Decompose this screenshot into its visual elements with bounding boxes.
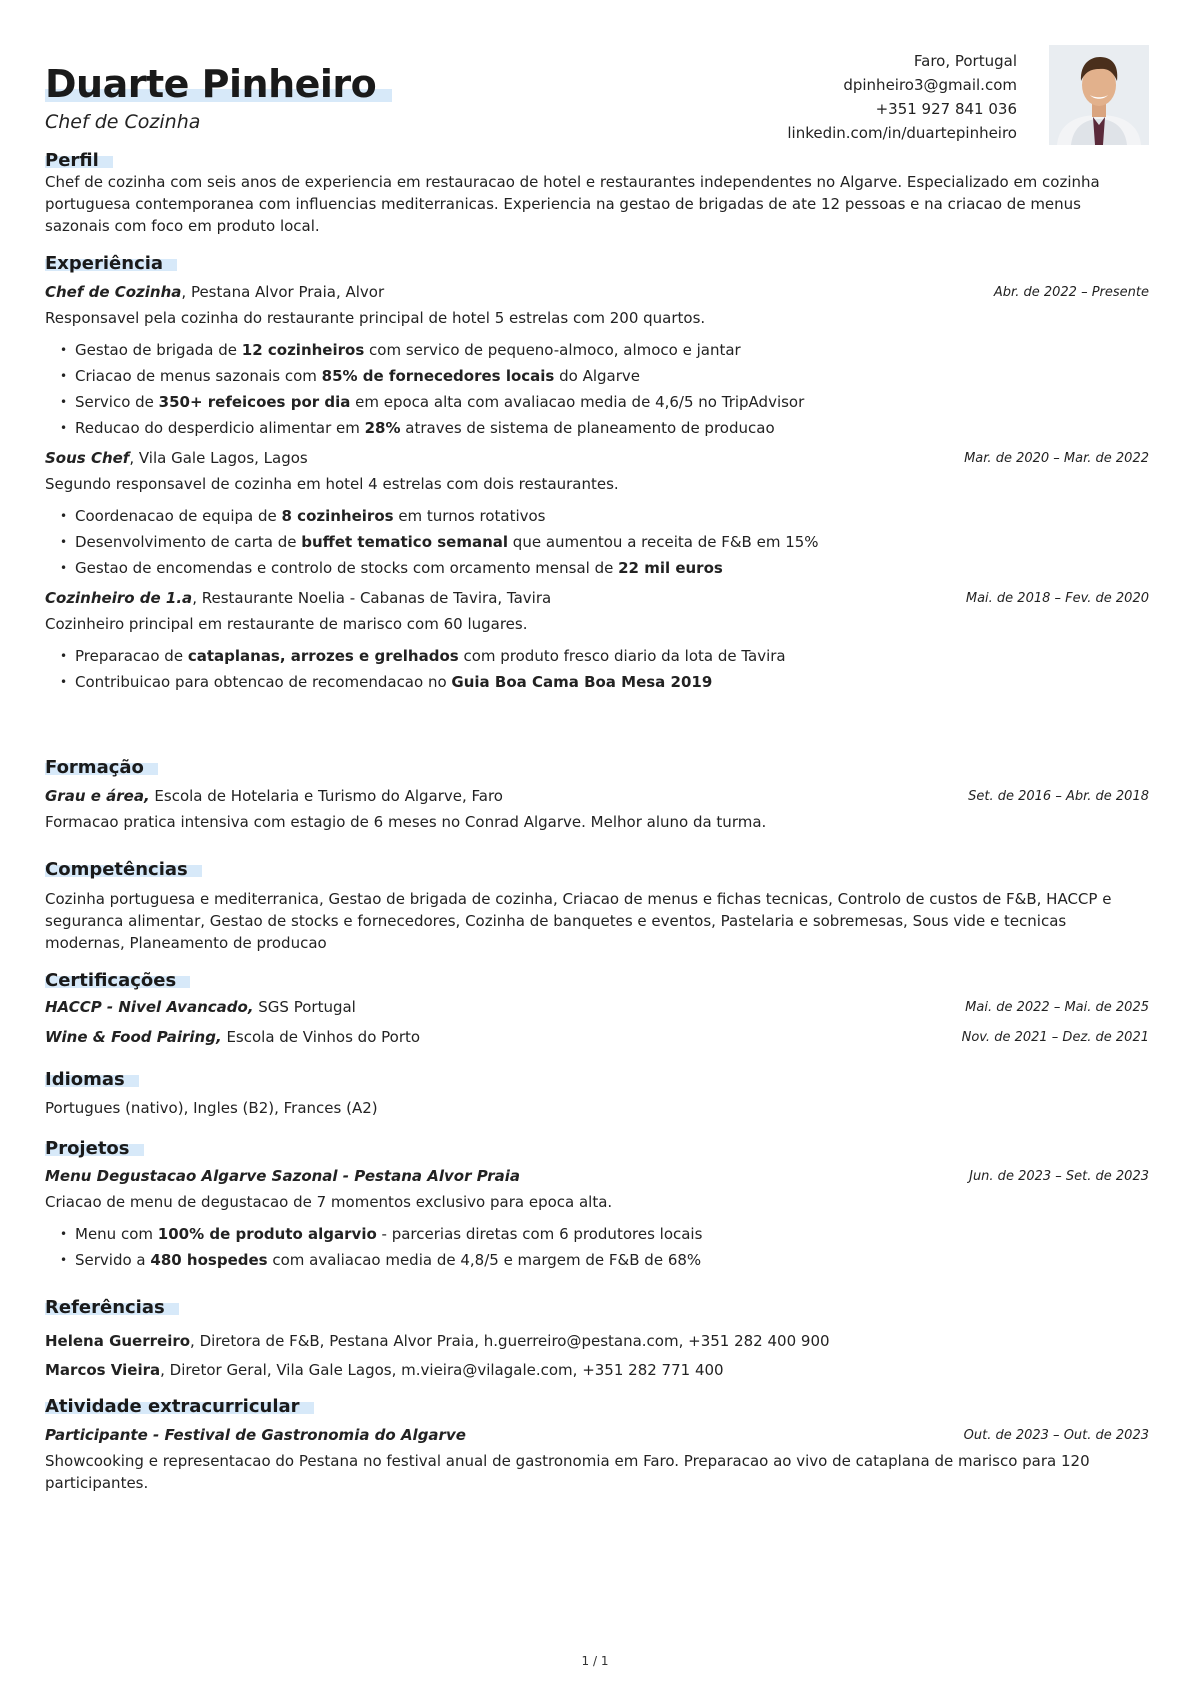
section-title-idiomas: Idiomas	[45, 1069, 125, 1090]
section-title-projetos: Projetos	[45, 1138, 130, 1159]
list-item: • Menu com 100% de produto algarvio - parcerias diretas com 6 produtores locais	[45, 1221, 1149, 1247]
section-title-formacao: Formação	[45, 757, 144, 778]
section-referencias	[45, 1297, 1149, 1385]
project-date: Jun. de 2023 – Set. de 2023	[969, 1169, 1149, 1184]
reference-entry	[45, 1327, 1149, 1356]
section-title-perfil: Perfil	[45, 150, 99, 171]
section-perfil	[45, 150, 1149, 237]
resume-page	[45, 0, 1149, 1492]
list-item: • Reducao do desperdicio alimentar em 28% atraves de sistema de planeamento de producao	[45, 415, 1149, 441]
project-name: Menu Degustacao Algarve Sazonal - Pestana Alvor Praia	[45, 1167, 521, 1185]
section-title-atividade: Atividade extracurricular	[45, 1396, 300, 1417]
contact-email[interactable]: dpinheiro3@gmail.com	[843, 76, 1017, 94]
job-description: Cozinheiro principal em restaurante de marisco com 60 lugares.	[45, 615, 528, 633]
list-item: • Gestao de brigada de 12 cozinheiros com servico de pequeno-almoco, almoco e jantar	[45, 337, 1149, 363]
job-header	[45, 589, 1149, 613]
education-header	[45, 787, 1149, 811]
job-place: , Pestana Alvor Praia, Alvor	[181, 283, 385, 301]
job-place: , Restaurante Noelia - Cabanas de Tavira, Tavira	[192, 589, 552, 607]
section-formacao	[45, 757, 1149, 833]
resume-header	[45, 0, 1149, 150]
project-bullets	[45, 1221, 1149, 1273]
job-entry	[45, 449, 1149, 581]
list-item: • Gestao de encomendas e controlo de stocks com orcamento mensal de 22 mil euros	[45, 555, 1149, 581]
certification-date: Nov. de 2021 – Dez. de 2021	[961, 1030, 1149, 1045]
project-description: Criacao de menu de degustacao de 7 momentos exclusivo para epoca alta.	[45, 1193, 613, 1211]
job-date: Mai. de 2018 – Fev. de 2020	[965, 591, 1149, 606]
candidate-title: Chef de Cozinha	[45, 111, 201, 133]
job-date: Abr. de 2022 – Presente	[993, 285, 1149, 300]
reference-entry	[45, 1356, 1149, 1385]
job-description: Responsavel pela cozinha do restaurante principal de hotel 5 estrelas com 200 quartos.	[45, 309, 706, 327]
job-role: Chef de Cozinha	[45, 283, 182, 301]
certification-name: HACCP - Nivel Avancado,	[45, 998, 254, 1016]
section-experiencia	[45, 253, 1149, 695]
job-description: Segundo responsavel de cozinha em hotel 4 estrelas com dois restaurantes.	[45, 475, 619, 493]
languages-text: Portugues (nativo), Ingles (B2), Frances (A2)	[45, 1099, 378, 1117]
activity-description: Showcooking e representacao do Pestana no festival anual de gastronomia em Faro. Preparacao ao vivo de cataplana de marisco para 120 participantes.	[45, 1452, 1090, 1492]
reference-details: , Diretora de F&B, Pestana Alvor Praia, h.guerreiro@pestana.com, +351 282 400 900	[190, 1332, 830, 1350]
job-entry	[45, 589, 1149, 695]
skills-text: Cozinha portuguesa e mediterranica, Gestao de brigada de cozinha, Criacao de menus e fichas tecnicas, Controlo de custos de F&B, HACCP e seguranca alimentar, Gestao de stocks e fornecedores, Cozinha de banquetes e eventos, Pastelaria e sobremesas, Sous vide e tecnicas modernas, Planeamento de producao	[45, 890, 1112, 952]
certification-name: Wine & Food Pairing,	[45, 1028, 222, 1046]
list-item: • Servido a 480 hospedes com avaliacao media de 4,8/5 e margem de F&B de 68%	[45, 1247, 1149, 1273]
list-item: • Preparacao de cataplanas, arrozes e grelhados com produto fresco diario da lota de Tavira	[45, 643, 1149, 669]
job-role: Sous Chef	[45, 449, 130, 467]
job-entry	[45, 283, 1149, 441]
page-number: 1 / 1	[581, 1654, 609, 1668]
section-competencias	[45, 859, 1149, 954]
activity-name: Participante - Festival de Gastronomia do Algarve	[45, 1426, 466, 1444]
person-portrait-icon	[1049, 45, 1149, 145]
section-certificacoes	[45, 970, 1149, 1052]
job-header	[45, 449, 1149, 473]
job-bullets	[45, 503, 1149, 581]
contact-phone[interactable]: +351 927 841 036	[875, 100, 1017, 118]
reference-details: , Diretor Geral, Vila Gale Lagos, m.vieira@vilagale.com, +351 282 771 400	[160, 1361, 724, 1379]
certification-org: Escola de Vinhos do Porto	[221, 1028, 421, 1046]
certification-date: Mai. de 2022 – Mai. de 2025	[965, 1000, 1149, 1015]
job-bullets	[45, 337, 1149, 441]
activity-header	[45, 1426, 1149, 1450]
job-bullets	[45, 643, 1149, 695]
section-atividade	[45, 1396, 1149, 1494]
list-item: • Contribuicao para obtencao de recomendacao no Guia Boa Cama Boa Mesa 2019	[45, 669, 1149, 695]
certification-org: SGS Portugal	[253, 998, 356, 1016]
contact-linkedin[interactable]: linkedin.com/in/duartepinheiro	[787, 124, 1017, 142]
section-title-competencias: Competências	[45, 859, 188, 880]
profile-photo	[1049, 45, 1149, 145]
job-place: , Vila Gale Lagos, Lagos	[129, 449, 308, 467]
section-projetos	[45, 1138, 1149, 1273]
job-header	[45, 283, 1149, 307]
contact-location: Faro, Portugal	[913, 52, 1017, 70]
contact-block	[787, 49, 1017, 145]
section-title-referencias: Referências	[45, 1297, 165, 1318]
project-header	[45, 1167, 1149, 1191]
list-item: • Servico de 350+ refeicoes por dia em epoca alta com avaliacao media de 4,6/5 no TripAdvisor	[45, 389, 1149, 415]
list-item: • Criacao de menus sazonais com 85% de fornecedores locais do Algarve	[45, 363, 1149, 389]
job-date: Mar. de 2020 – Mar. de 2022	[964, 451, 1149, 466]
list-item: • Desenvolvimento de carta de buffet tematico semanal que aumentou a receita de F&B em 15%	[45, 529, 1149, 555]
candidate-name: Duarte Pinheiro	[45, 62, 377, 106]
list-item: • Coordenacao de equipa de 8 cozinheiros em turnos rotativos	[45, 503, 1149, 529]
reference-name: Helena Guerreiro	[45, 1332, 191, 1350]
education-degree: Grau e área,	[45, 787, 150, 805]
education-date: Set. de 2016 – Abr. de 2018	[968, 789, 1149, 804]
education-school: Escola de Hotelaria e Turismo do Algarve, Faro	[149, 787, 503, 805]
section-title-experiencia: Experiência	[45, 253, 164, 274]
education-description: Formacao pratica intensiva com estagio de 6 meses no Conrad Algarve. Melhor aluno da turma.	[45, 813, 767, 831]
activity-date: Out. de 2023 – Out. de 2023	[963, 1428, 1149, 1443]
job-role: Cozinheiro de 1.a	[45, 589, 193, 607]
reference-name: Marcos Vieira	[45, 1361, 161, 1379]
profile-summary: Chef de cozinha com seis anos de experiencia em restauracao de hotel e restaurantes independentes no Algarve. Especializado em cozinha portuguesa contemporanea com influencias mediterranicas. Experiencia na gestao de brigadas de ate 12 pessoas e na criacao de menus sazonais com foco em produto local.	[45, 173, 1100, 235]
certification-entry	[45, 1028, 1149, 1052]
section-title-certificacoes: Certificações	[45, 970, 177, 991]
section-idiomas	[45, 1069, 1149, 1119]
certification-entry	[45, 998, 1149, 1028]
